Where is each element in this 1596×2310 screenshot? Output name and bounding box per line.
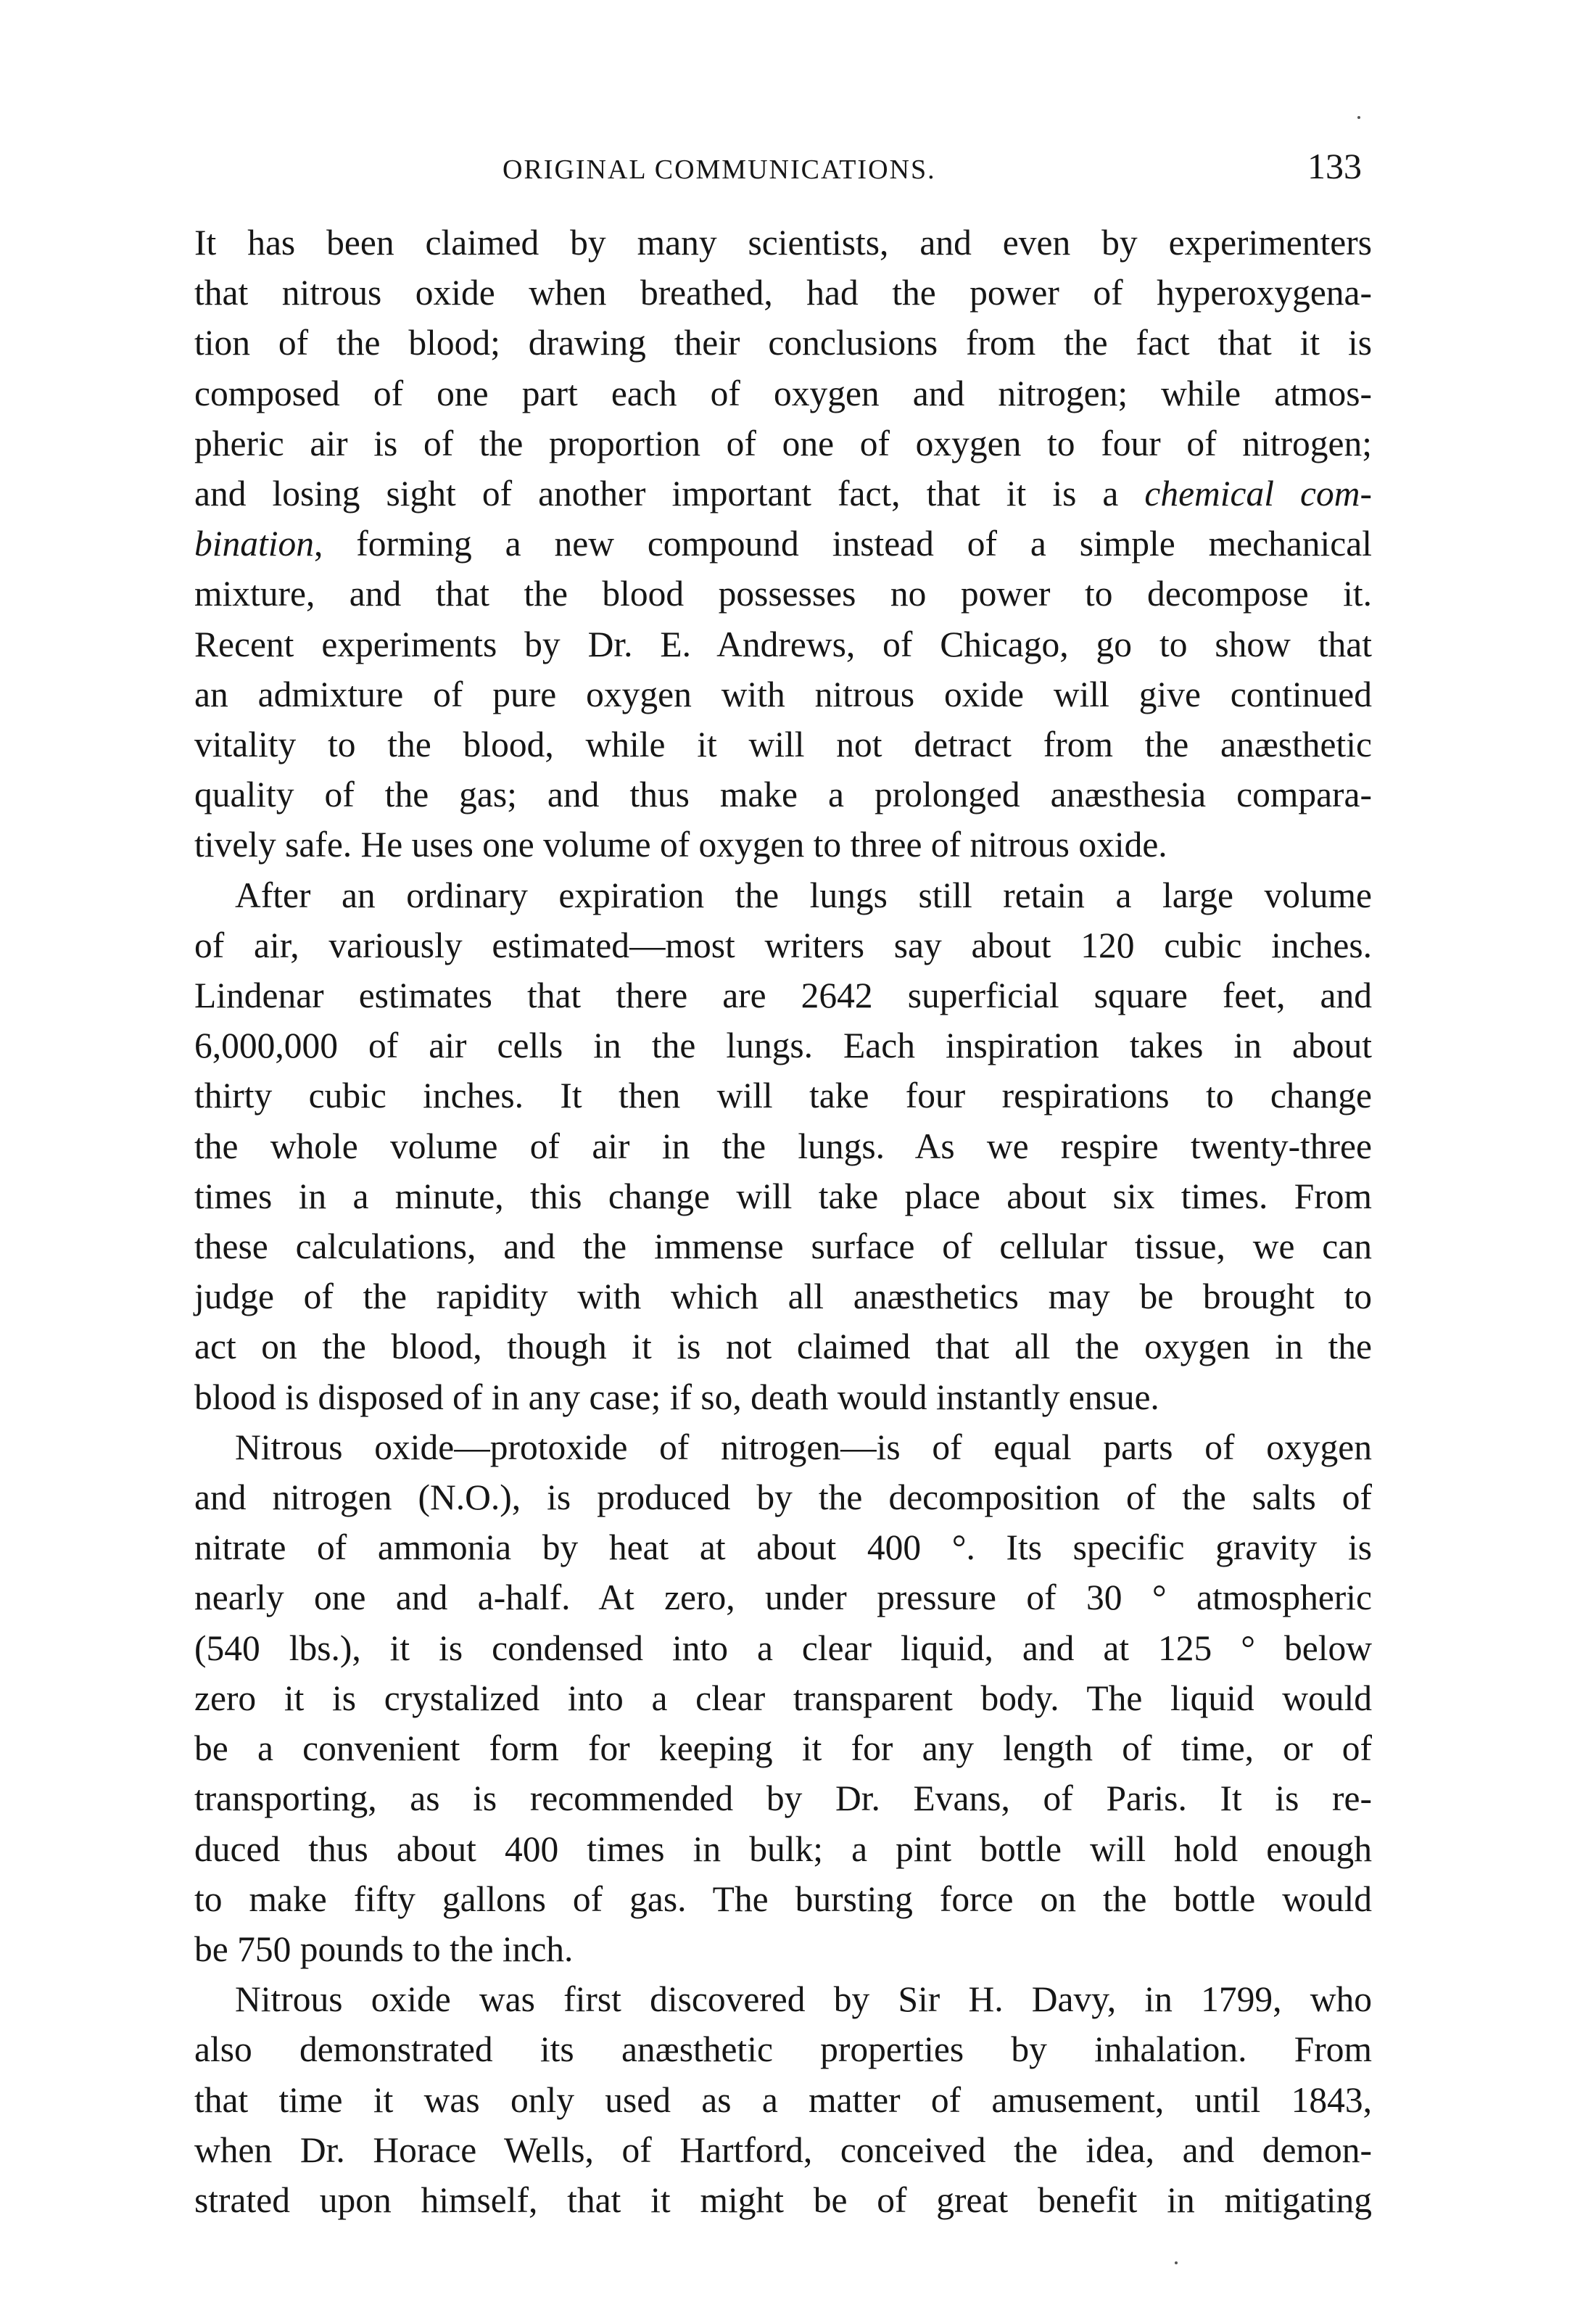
text-line: the whole volume of air in the lungs. As we respire twenty-three	[194, 1126, 1372, 1166]
text-line: tion of the blood; drawing their conclusions from the fact that it is	[194, 323, 1372, 363]
text-line: strated upon himself, that it might be of great benefit in mitigating	[194, 2179, 1372, 2220]
text-line: of air, variously estimated—most writers say about 120 cubic inches.	[194, 925, 1372, 965]
text-line: composed of one part each of oxygen and nitrogen; while atmos-	[194, 373, 1372, 413]
text-line: Lindenar estimates that there are 2642 superficial square feet, and	[194, 975, 1372, 1016]
text-line: quality of the gas; and thus make a prolonged anæsthesia compara-	[194, 775, 1372, 815]
text-line: mixture, and that the blood possesses no power to decompose it.	[194, 574, 1372, 614]
margin-speck	[1175, 2261, 1178, 2264]
text-line: tively safe. He uses one volume of oxygen to three of nitrous oxide.	[194, 825, 1167, 865]
text-line: judge of the rapidity with which all anæsthetics may be brought to	[194, 1276, 1372, 1317]
text-line: an admixture of pure oxygen with nitrous oxide will give continued	[194, 674, 1372, 714]
italic-emphasis: bination	[194, 524, 315, 564]
paragraph-3	[194, 1422, 1372, 1974]
text-line: also demonstrated its anæsthetic properties by inhalation. From	[194, 2029, 1372, 2070]
page-number: 133	[1307, 146, 1362, 186]
text-line: that nitrous oxide when breathed, had the power of hyperoxygena-	[194, 273, 1372, 313]
text-line: times in a minute, this change will take place about six times. From	[194, 1176, 1372, 1216]
text-line: and losing sight of another important fact, that it is a chemical com-	[194, 474, 1372, 514]
text-line: zero it is crystalized into a clear transparent body. The liquid would	[194, 1678, 1372, 1718]
text-line: 6,000,000 of air cells in the lungs. Each inspiration takes in about	[194, 1026, 1372, 1066]
text-line: be 750 pounds to the inch.	[194, 1929, 574, 1969]
text-line: Nitrous oxide—protoxide of nitrogen—is of equal parts of oxygen	[235, 1427, 1372, 1467]
paragraph-2	[194, 870, 1372, 1422]
text-line: vitality to the blood, while it will not detract from the anæsthetic	[194, 725, 1372, 765]
margin-speck	[1357, 116, 1360, 119]
text-line: transporting, as is recommended by Dr. Evans, of Paris. It is re-	[194, 1778, 1372, 1819]
text-line: It has been claimed by many scientists, and even by experimenters	[194, 223, 1372, 263]
page-header	[194, 145, 1372, 203]
italic-emphasis: chemical com-	[1144, 474, 1372, 514]
text-line: duced thus about 400 times in bulk; a pint bottle will hold enough	[194, 1828, 1372, 1869]
paragraph-1	[194, 218, 1372, 870]
text-line: thirty cubic inches. It then will take four respirations to change	[194, 1076, 1372, 1116]
running-head: ORIGINAL COMMUNICATIONS.	[503, 154, 936, 185]
text-line: when Dr. Horace Wells, of Hartford, conceived the idea, and demon-	[194, 2129, 1372, 2170]
body-text	[194, 218, 1372, 2225]
text-line: and nitrogen (N.O.), is produced by the decomposition of the salts of	[194, 1477, 1372, 1518]
text-line: Recent experiments by Dr. E. Andrews, of Chicago, go to show that	[194, 624, 1372, 664]
text-line: be a convenient form for keeping it for any length of time, or of	[194, 1728, 1372, 1769]
text-line: (540 lbs.), it is condensed into a clear liquid, and at 125 ° below	[194, 1628, 1372, 1668]
text-line: nitrate of ammonia by heat at about 400 °. Its specific gravity is	[194, 1527, 1372, 1568]
text-line: Nitrous oxide was first discovered by Sir H. Davy, in 1799, who	[235, 1979, 1372, 2020]
text-line: After an ordinary expiration the lungs still retain a large volume	[235, 875, 1372, 915]
text-line: bination, forming a new compound instead of a simple mechanical	[194, 524, 1372, 564]
text-line: nearly one and a-half. At zero, under pressure of 30 ° atmospheric	[194, 1577, 1372, 1618]
text-line: blood is disposed of in any case; if so, death would instantly ensue.	[194, 1377, 1159, 1417]
text-line: pheric air is of the proportion of one of oxygen to four of nitrogen;	[194, 423, 1372, 463]
text-line: that time it was only used as a matter of amusement, until 1843,	[194, 2079, 1372, 2120]
text-line: act on the blood, though it is not claimed that all the oxygen in the	[194, 1327, 1372, 1367]
text-line: to make fifty gallons of gas. The bursting force on the bottle would	[194, 1878, 1372, 1919]
text-line: these calculations, and the immense surface of cellular tissue, we can	[194, 1226, 1372, 1267]
paragraph-4	[194, 1974, 1372, 2225]
